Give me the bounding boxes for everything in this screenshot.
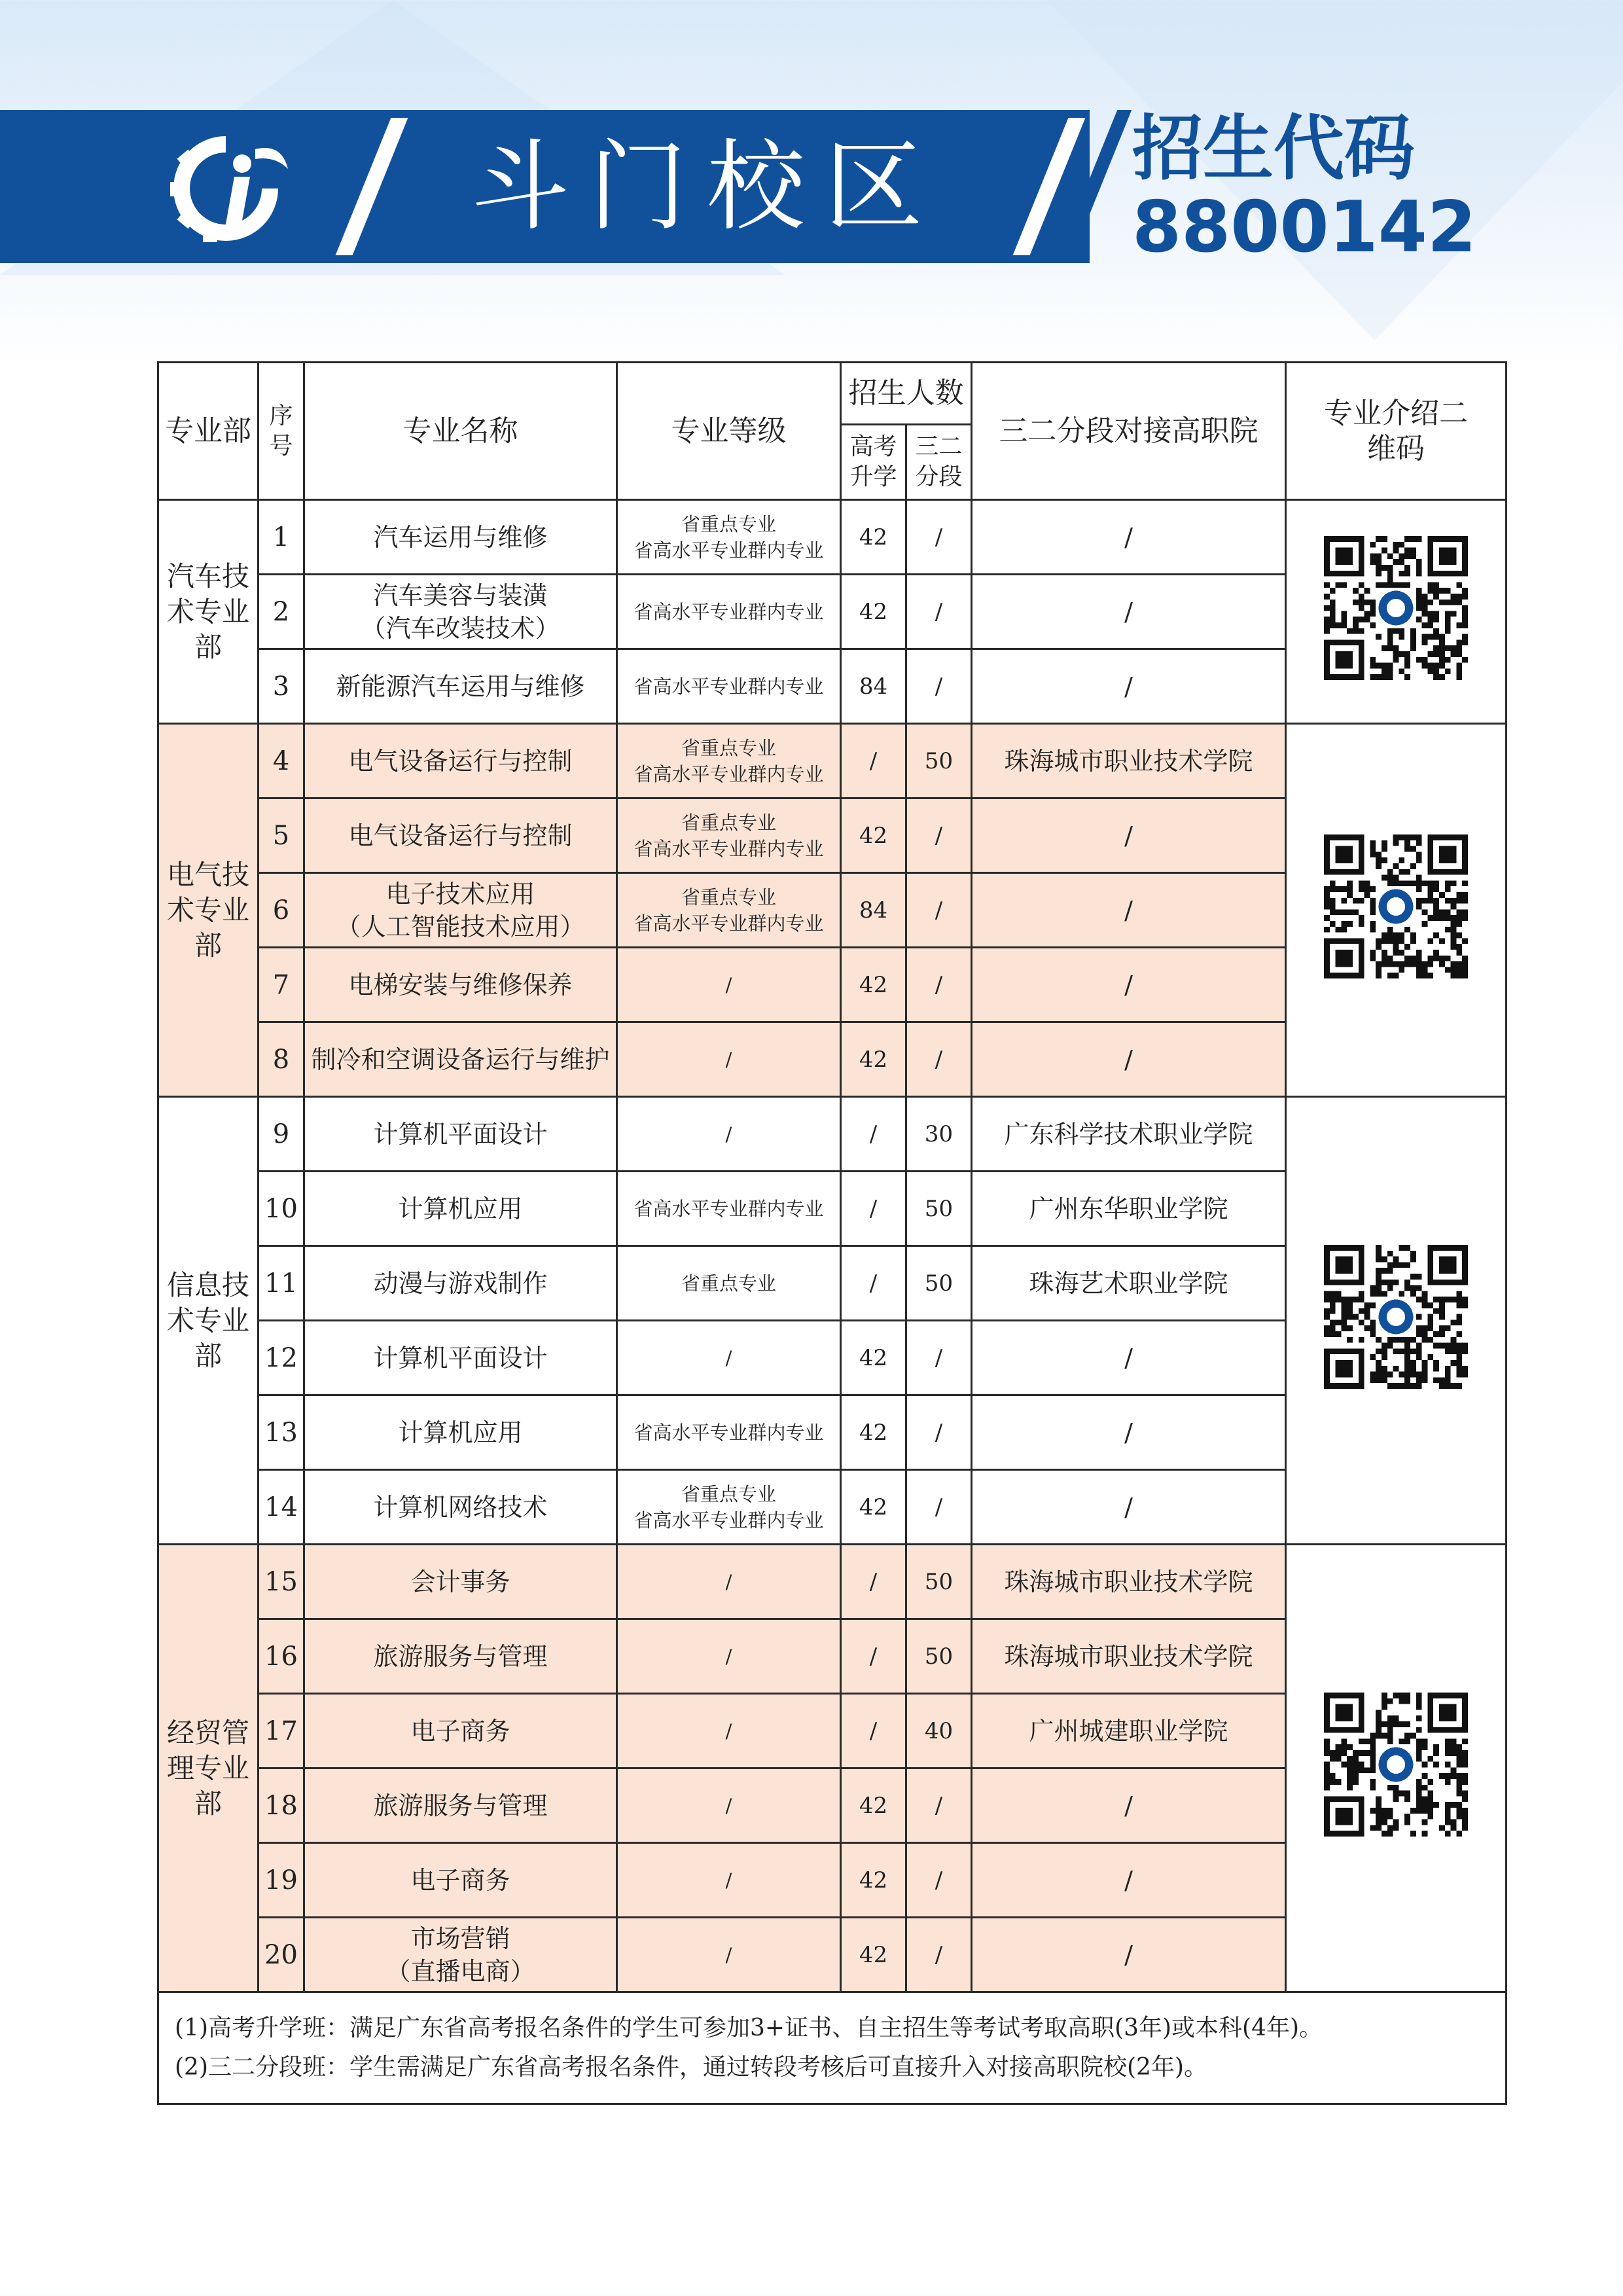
- seq-cell: 6: [259, 873, 304, 948]
- major-name-cell: 电子技术应用 （人工智能技术应用）: [304, 873, 617, 948]
- enrollment-table: [157, 361, 1507, 2105]
- major-name-cell: 旅游服务与管理: [304, 1768, 617, 1843]
- quota-gaokao-cell: 42: [841, 575, 906, 649]
- quota-sanerfenduan-cell: 30: [906, 1097, 972, 1172]
- seq-cell: 8: [259, 1022, 304, 1097]
- quota-sanerfenduan-cell: /: [906, 948, 972, 1022]
- dept-name-cell: 经贸管理专业部: [158, 1545, 259, 1992]
- quota-gaokao-cell: 42: [841, 1470, 906, 1545]
- admission-code-value: 8800142: [1132, 187, 1477, 268]
- quota-gaokao-cell: 42: [841, 1843, 906, 1918]
- major-level-cell: 省重点专业 省高水平专业群内专业: [617, 798, 841, 873]
- quota-sanerfenduan-cell: /: [906, 1395, 972, 1470]
- quota-gaokao-cell: /: [841, 724, 906, 798]
- major-name-cell: 计算机网络技术: [304, 1470, 617, 1545]
- qr-code-icon[interactable]: [1324, 536, 1468, 680]
- major-name-cell: 电气设备运行与控制: [304, 724, 617, 798]
- major-name-cell: 计算机应用: [304, 1395, 617, 1470]
- quota-gaokao-cell: 42: [841, 798, 906, 873]
- qr-code-icon[interactable]: [1324, 1245, 1468, 1389]
- quota-sanerfenduan-cell: /: [906, 649, 972, 724]
- school-logo-icon: [157, 123, 294, 254]
- header-dept: 专业部: [158, 363, 259, 500]
- quota-sanerfenduan-cell: /: [906, 1843, 972, 1918]
- major-level-cell: 省高水平专业群内专业: [617, 575, 841, 649]
- major-name-cell: 新能源汽车运用与维修: [304, 649, 617, 724]
- major-level-cell: /: [617, 1097, 841, 1172]
- seq-cell: 11: [259, 1246, 304, 1321]
- major-level-cell: /: [617, 1768, 841, 1843]
- qr-code-icon[interactable]: [1324, 1693, 1468, 1837]
- partner-college-cell: /: [972, 873, 1286, 948]
- quota-sanerfenduan-cell: /: [906, 1022, 972, 1097]
- quota-sanerfenduan-cell: 50: [906, 1545, 972, 1619]
- partner-college-cell: /: [972, 1395, 1286, 1470]
- major-name-cell: 电气设备运行与控制: [304, 798, 617, 873]
- header-seq: 序号: [259, 363, 304, 500]
- major-name-cell: 电子商务: [304, 1694, 617, 1768]
- partner-college-cell: 珠海艺术职业学院: [972, 1246, 1286, 1321]
- admission-code-label: 招生代码: [1132, 108, 1416, 190]
- partner-college-cell: 珠海城市职业技术学院: [972, 724, 1286, 798]
- major-level-cell: 省重点专业 省高水平专业群内专业: [617, 724, 841, 798]
- quota-gaokao-cell: 42: [841, 1395, 906, 1470]
- seq-cell: 2: [259, 575, 304, 649]
- major-name-cell: 汽车美容与装潢 （汽车改装技术）: [304, 575, 617, 649]
- header-quota-gaokao: 高考升学: [841, 425, 906, 500]
- partner-college-cell: /: [972, 1768, 1286, 1843]
- partner-college-cell: /: [972, 1321, 1286, 1395]
- major-level-cell: /: [617, 1321, 841, 1395]
- quota-gaokao-cell: 84: [841, 649, 906, 724]
- partner-college-cell: 广东科学技术职业学院: [972, 1097, 1286, 1172]
- seq-cell: 4: [259, 724, 304, 798]
- campus-title: 斗门校区: [471, 130, 942, 244]
- major-name-cell: 计算机平面设计: [304, 1097, 617, 1172]
- partner-college-cell: /: [972, 1470, 1286, 1545]
- partner-college-cell: 珠海城市职业技术学院: [972, 1545, 1286, 1619]
- dept-name-cell: 电气技术专业部: [158, 724, 259, 1097]
- header-qr: 专业介绍二维码: [1286, 363, 1507, 500]
- note-line: (2)三二分段班：学生需满足广东省高考报名条件，通过转段考核后可直接升入对接高职院校(2年)。: [175, 2054, 1207, 2081]
- major-level-cell: 省高水平专业群内专业: [617, 649, 841, 724]
- major-level-cell: 省重点专业 省高水平专业群内专业: [617, 500, 841, 575]
- major-level-cell: /: [617, 1694, 841, 1768]
- header-level: 专业等级: [617, 363, 841, 500]
- header-college: 三二分段对接高职院: [972, 363, 1286, 500]
- quota-gaokao-cell: 84: [841, 873, 906, 948]
- quota-gaokao-cell: 42: [841, 500, 906, 575]
- seq-cell: 18: [259, 1768, 304, 1843]
- major-level-cell: 省高水平专业群内专业: [617, 1395, 841, 1470]
- partner-college-cell: 广州城建职业学院: [972, 1694, 1286, 1768]
- quota-sanerfenduan-cell: 40: [906, 1694, 972, 1768]
- quota-sanerfenduan-cell: /: [906, 575, 972, 649]
- notes-cell: [158, 1992, 1507, 2104]
- quota-gaokao-cell: /: [841, 1619, 906, 1694]
- partner-college-cell: /: [972, 948, 1286, 1022]
- seq-cell: 19: [259, 1843, 304, 1918]
- major-name-cell: 市场营销 （直播电商）: [304, 1918, 617, 1992]
- quota-gaokao-cell: 42: [841, 1768, 906, 1843]
- seq-cell: 1: [259, 500, 304, 575]
- partner-college-cell: /: [972, 798, 1286, 873]
- major-name-cell: 计算机应用: [304, 1172, 617, 1246]
- quota-sanerfenduan-cell: 50: [906, 1172, 972, 1246]
- qr-cell: [1286, 1545, 1507, 1992]
- header-quota: 招生人数: [841, 363, 972, 425]
- major-name-cell: 汽车运用与维修: [304, 500, 617, 575]
- qr-code-icon[interactable]: [1324, 834, 1468, 978]
- major-level-cell: /: [617, 1545, 841, 1619]
- major-name-cell: 动漫与游戏制作: [304, 1246, 617, 1321]
- major-name-cell: 会计事务: [304, 1545, 617, 1619]
- partner-college-cell: /: [972, 1918, 1286, 1992]
- quota-sanerfenduan-cell: 50: [906, 1246, 972, 1321]
- major-name-cell: 制冷和空调设备运行与维护: [304, 1022, 617, 1097]
- partner-college-cell: /: [972, 1843, 1286, 1918]
- quota-sanerfenduan-cell: 50: [906, 724, 972, 798]
- seq-cell: 12: [259, 1321, 304, 1395]
- seq-cell: 10: [259, 1172, 304, 1246]
- quota-sanerfenduan-cell: /: [906, 873, 972, 948]
- dept-name-cell: 信息技术专业部: [158, 1097, 259, 1545]
- quota-sanerfenduan-cell: /: [906, 1918, 972, 1992]
- header-quota-sanerfenduan: 三二分段: [906, 425, 972, 500]
- seq-cell: 3: [259, 649, 304, 724]
- seq-cell: 16: [259, 1619, 304, 1694]
- major-name-cell: 电子商务: [304, 1843, 617, 1918]
- partner-college-cell: /: [972, 1022, 1286, 1097]
- partner-college-cell: /: [972, 575, 1286, 649]
- quota-sanerfenduan-cell: /: [906, 1768, 972, 1843]
- enrollment-table-wrapper: [157, 361, 1505, 2105]
- quota-gaokao-cell: /: [841, 1172, 906, 1246]
- quota-gaokao-cell: 42: [841, 1022, 906, 1097]
- major-level-cell: /: [617, 948, 841, 1022]
- seq-cell: 14: [259, 1470, 304, 1545]
- quota-gaokao-cell: 42: [841, 948, 906, 1022]
- quota-sanerfenduan-cell: /: [906, 500, 972, 575]
- major-level-cell: /: [617, 1619, 841, 1694]
- seq-cell: 15: [259, 1545, 304, 1619]
- quota-sanerfenduan-cell: /: [906, 1321, 972, 1395]
- seq-cell: 20: [259, 1918, 304, 1992]
- quota-gaokao-cell: 42: [841, 1918, 906, 1992]
- major-name-cell: 旅游服务与管理: [304, 1619, 617, 1694]
- table-row: [158, 724, 1507, 798]
- seq-cell: 5: [259, 798, 304, 873]
- table-row: [158, 500, 1507, 575]
- table-row: [158, 1097, 1507, 1172]
- major-level-cell: /: [617, 1022, 841, 1097]
- table-row: [158, 1545, 1507, 1619]
- seq-cell: 13: [259, 1395, 304, 1470]
- seq-cell: 9: [259, 1097, 304, 1172]
- major-level-cell: /: [617, 1843, 841, 1918]
- partner-college-cell: 珠海城市职业技术学院: [972, 1619, 1286, 1694]
- quota-gaokao-cell: /: [841, 1097, 906, 1172]
- quota-sanerfenduan-cell: 50: [906, 1619, 972, 1694]
- major-level-cell: 省重点专业 省高水平专业群内专业: [617, 1470, 841, 1545]
- quota-gaokao-cell: 42: [841, 1321, 906, 1395]
- table-body: [158, 500, 1507, 1992]
- qr-cell: [1286, 1097, 1507, 1545]
- quota-gaokao-cell: /: [841, 1246, 906, 1321]
- quota-sanerfenduan-cell: /: [906, 798, 972, 873]
- qr-cell: [1286, 724, 1507, 1097]
- major-level-cell: 省重点专业: [617, 1246, 841, 1321]
- partner-college-cell: /: [972, 500, 1286, 575]
- major-level-cell: 省高水平专业群内专业: [617, 1172, 841, 1246]
- seq-cell: 7: [259, 948, 304, 1022]
- header-major-name: 专业名称: [304, 363, 617, 500]
- partner-college-cell: /: [972, 649, 1286, 724]
- dept-name-cell: 汽车技术专业部: [158, 500, 259, 724]
- quota-gaokao-cell: /: [841, 1694, 906, 1768]
- quota-sanerfenduan-cell: /: [906, 1470, 972, 1545]
- qr-cell: [1286, 500, 1507, 724]
- major-level-cell: 省重点专业 省高水平专业群内专业: [617, 873, 841, 948]
- partner-college-cell: 广州东华职业学院: [972, 1172, 1286, 1246]
- seq-cell: 17: [259, 1694, 304, 1768]
- note-line: (1)高考升学班：满足广东省高考报名条件的学生可参加3+证书、自主招生等考试考取高职(3年)或本科(4年)。: [175, 2015, 1323, 2041]
- major-name-cell: 电梯安装与维修保养: [304, 948, 617, 1022]
- major-name-cell: 计算机平面设计: [304, 1321, 617, 1395]
- quota-gaokao-cell: /: [841, 1545, 906, 1619]
- major-level-cell: /: [617, 1918, 841, 1992]
